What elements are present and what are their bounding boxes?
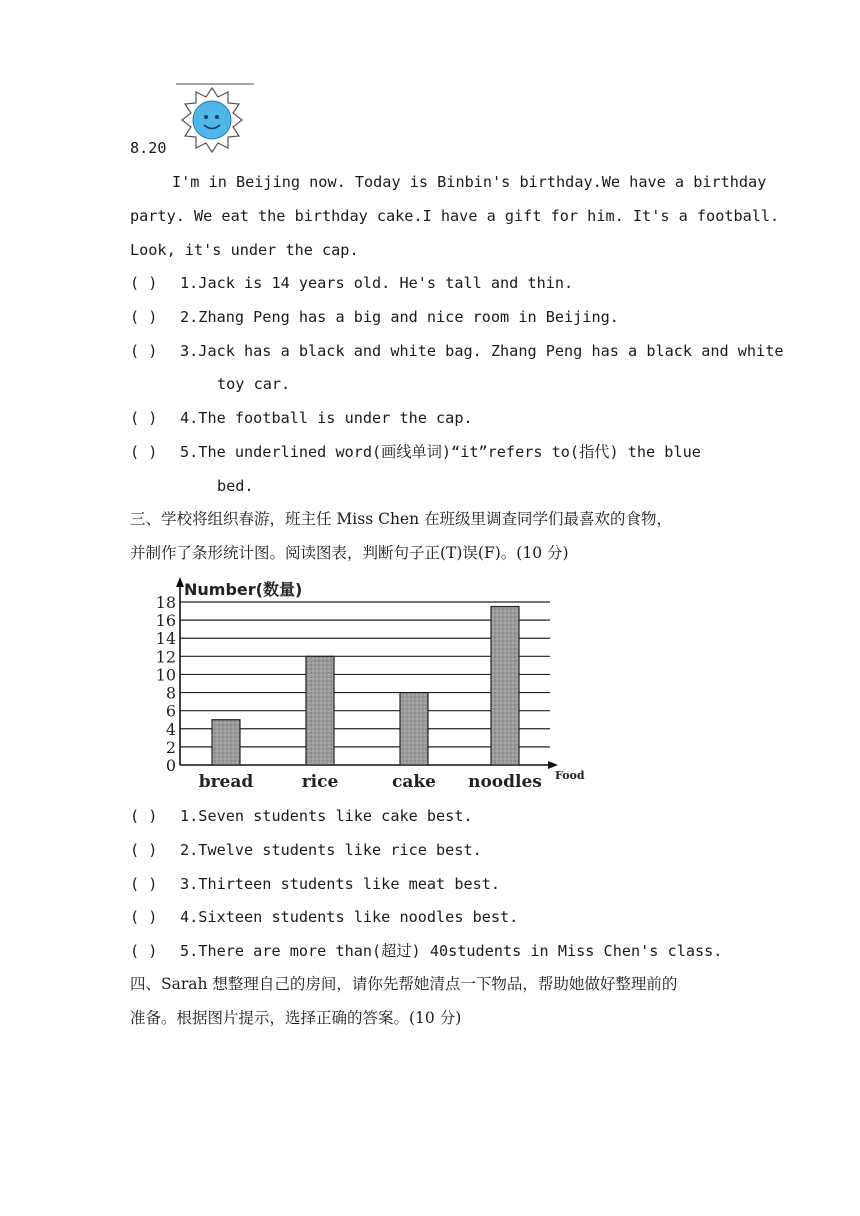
question-row <box>130 408 473 428</box>
question-text: Jack is 14 years old. He's tall and thin. <box>198 274 574 292</box>
answer-blank[interactable]: ( ) <box>130 841 158 859</box>
y-tick-label: 4 <box>165 719 176 739</box>
question-text: Jack has a black and white bag. Zhang Peng has a black and white <box>198 342 784 360</box>
question-text: Seven students like cake best. <box>198 807 473 825</box>
answer-blank[interactable]: ( ) <box>130 807 158 825</box>
question-number: 5. <box>180 942 199 960</box>
question-row <box>130 307 619 327</box>
x-axis-label: Food <box>555 769 585 782</box>
question-row <box>130 442 701 462</box>
question-row <box>130 806 473 826</box>
question-text: There are more than(超过) 40students in Miss Chen's class. <box>198 942 723 960</box>
y-tick-label: 10 <box>155 665 176 685</box>
bar-noodles <box>491 607 519 765</box>
question-text: The underlined word(画线单词)“it”refers to(指代) the blue <box>198 443 701 461</box>
question-row <box>130 341 784 361</box>
y-axis-label: Number(数量) <box>184 580 303 599</box>
y-tick-label: 18 <box>155 593 176 612</box>
answer-blank[interactable]: ( ) <box>130 342 158 360</box>
x-tick-label: rice <box>301 772 339 792</box>
bar-chart <box>150 576 590 794</box>
question-text: Twelve students like rice best. <box>198 841 482 859</box>
x-axis-arrow <box>548 761 558 769</box>
x-tick-label: bread <box>198 772 254 792</box>
y-tick-label: 0 <box>165 756 176 775</box>
answer-blank[interactable]: ( ) <box>130 409 158 427</box>
section-4-heading-cont: 准备。根据图片提示，选择正确的答案。(10 分) <box>130 1009 462 1027</box>
y-tick-label: 6 <box>165 701 176 721</box>
bar-bread <box>212 720 240 765</box>
answer-blank[interactable]: ( ) <box>130 942 158 960</box>
y-tick-label: 8 <box>165 683 176 703</box>
answer-blank[interactable]: ( ) <box>130 274 158 292</box>
question-row <box>130 874 500 894</box>
question-text-continued: bed. <box>217 477 254 495</box>
section-4-heading: 四、Sarah 想整理自己的房间，请你先帮她清点一下物品，帮助她做好整理前的 <box>130 975 678 993</box>
diary-date: 8.20 <box>130 139 167 157</box>
y-tick-label: 16 <box>155 611 176 631</box>
diary-line-2: party. We eat the birthday cake.I have a gift for him. It's a football. <box>130 207 780 225</box>
y-tick-label: 2 <box>165 737 176 757</box>
answer-blank[interactable]: ( ) <box>130 908 158 926</box>
question-text: Sixteen students like noodles best. <box>198 908 519 926</box>
x-tick-label: noodles <box>468 772 542 792</box>
question-number: 4. <box>180 908 199 926</box>
question-number: 2. <box>180 308 199 326</box>
question-text-continued: toy car. <box>217 375 291 393</box>
question-text: Zhang Peng has a big and nice room in Beijing. <box>198 308 619 326</box>
answer-blank[interactable]: ( ) <box>130 308 158 326</box>
answer-blank[interactable]: ( ) <box>130 875 158 893</box>
bar-cake <box>400 693 428 765</box>
question-row <box>130 273 573 293</box>
answer-blank[interactable]: ( ) <box>130 443 158 461</box>
question-number: 1. <box>180 807 199 825</box>
question-row <box>130 840 482 860</box>
bar-rice <box>306 656 334 765</box>
section-3-heading: 三、学校将组织春游，班主任 Miss Chen 在班级里调查同学们最喜欢的食物， <box>130 510 673 528</box>
diary-line-3: Look, it's under the cap. <box>130 241 359 259</box>
question-number: 4. <box>180 409 199 427</box>
y-tick-label: 12 <box>155 647 176 667</box>
x-tick-label: cake <box>392 772 436 792</box>
question-number: 3. <box>180 875 199 893</box>
y-axis-arrow <box>176 577 184 587</box>
question-text: The football is under the cap. <box>198 409 473 427</box>
question-row <box>130 907 518 927</box>
question-row <box>130 941 722 961</box>
section-3-heading-cont: 并制作了条形统计图。阅读图表，判断句子正(T)误(F)。(10 分) <box>130 544 569 562</box>
question-number: 5. <box>180 443 199 461</box>
question-number: 3. <box>180 342 199 360</box>
question-number: 1. <box>180 274 199 292</box>
diary-line-1: I'm in Beijing now. Today is Binbin's birthday.We have a birthday <box>172 173 767 191</box>
sun-icon <box>172 80 256 160</box>
y-tick-label: 14 <box>155 629 176 649</box>
question-number: 2. <box>180 841 199 859</box>
question-text: Thirteen students like meat best. <box>198 875 501 893</box>
